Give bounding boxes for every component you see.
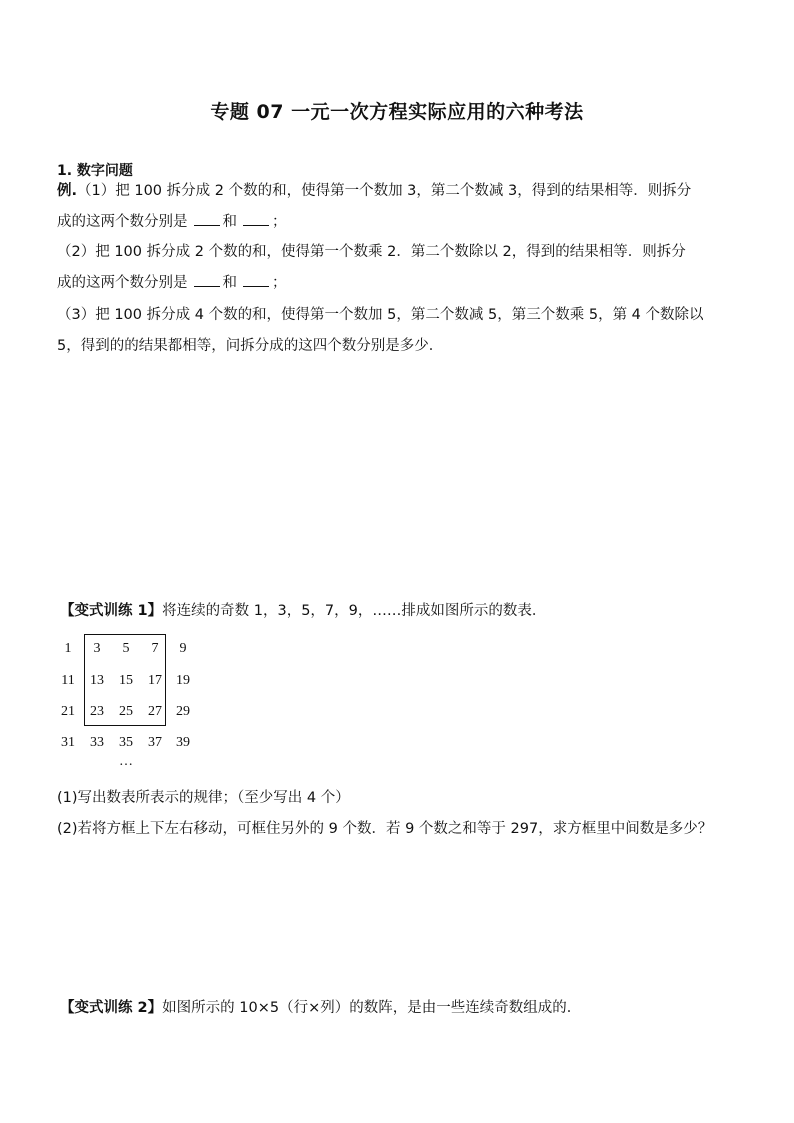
table-continuation-ellipsis: …: [119, 754, 133, 769]
table-cell: 5: [122, 641, 130, 656]
answer-blank-q2-a[interactable]: [194, 272, 220, 287]
answer-blank-q1-a[interactable]: [194, 211, 220, 226]
answer-blank-q2-b[interactable]: [243, 272, 269, 287]
answer-blank-q1-b[interactable]: [243, 211, 269, 226]
example-q1-text: （1）把 100 拆分成 2 个数的和，使得第一个数加 3，第二个数减 3，得到的结果相等．则拆分: [77, 183, 692, 199]
section-heading-number-problem: 1. 数字问题: [57, 163, 133, 179]
semicolon: ；: [272, 214, 287, 230]
example-q2-answer-prompt: 成的这两个数分别是: [57, 275, 188, 291]
table-cell: 15: [119, 673, 133, 688]
table-cell: 17: [148, 673, 162, 688]
table-cell: 1: [64, 641, 72, 656]
table-cell: 3: [93, 641, 101, 656]
table-cell: 29: [176, 704, 190, 719]
table-cell: 23: [90, 704, 104, 719]
table-cell: 31: [61, 735, 75, 750]
table-cell: 39: [176, 735, 190, 750]
example-q1-line1: [57, 181, 691, 201]
table-cell: 7: [151, 641, 159, 656]
example-q2-line2: [57, 272, 287, 293]
semicolon: ；: [272, 275, 287, 291]
table-cell: 13: [90, 673, 104, 688]
example-label: 例.: [57, 183, 78, 199]
training1-q1: (1)写出数表所表示的规律；（至少写出 4 个）: [57, 790, 350, 806]
example-q1-answer-prompt: 成的这两个数分别是: [57, 214, 188, 230]
connector-and: 和: [222, 214, 237, 230]
table-cell: 33: [90, 735, 104, 750]
table-cell: 21: [61, 704, 75, 719]
table-cell: 9: [179, 641, 187, 656]
table-cell: 35: [119, 735, 133, 750]
table-cell: 37: [148, 735, 162, 750]
training2-label: 【变式训练 2】: [60, 1000, 163, 1016]
example-q3-line1: （3）把 100 拆分成 4 个数的和，使得第一个数加 5，第二个数减 5，第三个数乘 5，第 4 个数除以: [57, 307, 704, 323]
example-q1-line2: [57, 211, 287, 232]
table-cell: 27: [148, 704, 162, 719]
table-cell: 19: [176, 673, 190, 688]
training2-intro: [60, 998, 581, 1018]
connector-and: 和: [222, 275, 237, 291]
training2-text: 如图所示的 10×5（行×列）的数阵，是由一些连续奇数组成的．: [162, 1000, 582, 1016]
training1-text: 将连续的奇数 1，3，5，7，9，……排成如图所示的数表．: [162, 603, 547, 619]
page-title: 专题 07 一元一次方程实际应用的六种考法: [210, 101, 584, 123]
training1-q2: (2)若将方框上下左右移动，可框住另外的 9 个数．若 9 个数之和等于 297，求方框里中间数是多少？: [57, 821, 713, 837]
training1-label: 【变式训练 1】: [60, 603, 163, 619]
training1-intro: [60, 601, 546, 621]
table-cell: 11: [61, 673, 75, 688]
table-cell: 25: [119, 704, 133, 719]
example-q3-line2: 5，得到的的结果都相等，问拆分成的这四个数分别是多少．: [57, 338, 444, 354]
example-q2-line1: （2）把 100 拆分成 2 个数的和，使得第一个数乘 2．第二个数除以 2，得到的结果相等．则拆分: [57, 244, 686, 260]
